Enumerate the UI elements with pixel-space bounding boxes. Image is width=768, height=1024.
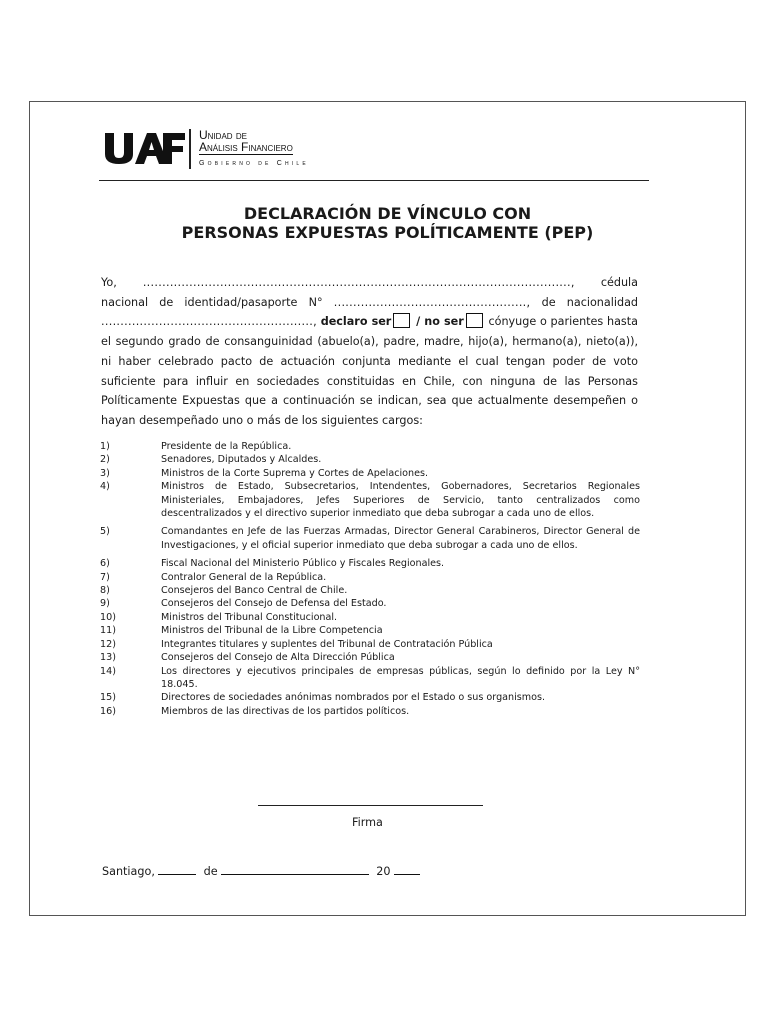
list-item (100, 705, 640, 718)
list-num: 3) (100, 467, 110, 479)
list-num: 1) (100, 441, 110, 452)
logo-separator (189, 129, 191, 169)
list-num: 14) (100, 665, 116, 677)
list-text: Ministros del Tribunal Constitucional. (161, 611, 338, 623)
list-num: 10) (100, 611, 116, 623)
document-page (29, 101, 746, 916)
logo-line2: Análisis Financiero (199, 140, 293, 154)
list-item (100, 611, 640, 624)
list-num: 15) (100, 692, 116, 704)
list-num: 12) (100, 638, 116, 650)
list-num: 4) (100, 481, 110, 493)
list-num: 9) (100, 598, 110, 610)
list-num: 13) (100, 652, 116, 664)
list-text: Ministros de Estado, Subsecretarios, Intendentes, Gobernadores, Secretarios Regionales Ministeriales, Embajadores, Jefes Superiores de Servicio, tanto centralizados como descentralizados y el directivo superior inmediato que deba subrogar a cada uno de ellos. (161, 481, 640, 520)
month-blank[interactable] (221, 864, 369, 875)
list-text: Ministros de la Corte Suprema y Cortes de Apelaciones. (161, 467, 429, 479)
list-num: 5) (100, 526, 110, 538)
name-blank[interactable]: ..............................................................................................................., (142, 276, 575, 289)
list-num: 2) (100, 454, 110, 466)
list-item (100, 691, 640, 704)
list-item (100, 597, 640, 610)
city-label: Santiago, (102, 865, 155, 878)
logo-text (199, 129, 309, 170)
list-text: Integrantes titulares y suplentes del Tribunal de Contratación Pública (161, 638, 493, 650)
no-ser-checkbox[interactable] (466, 313, 483, 328)
id-label: nacional de identidad/pasaporte N° (101, 295, 323, 309)
list-num: 11) (100, 625, 116, 637)
list-text: Los directores y ejecutivos principales de empresas públicas, según lo definido por la Ley N° 18.045. (161, 665, 640, 690)
list-item (100, 571, 640, 584)
list-item (100, 557, 640, 570)
list-num: 16) (100, 705, 116, 717)
document-title-line2: PERSONAS EXPUESTAS POLÍTICAMENTE (PEP) (181, 223, 594, 242)
declaration-rest: cónyuge o parientes hasta el segundo grado de consanguinidad (abuelo(a), padre, madre, hijo(a), hermano(a), nieto(a)), ni haber celebrado pacto de actuación conjunta mediante el cual tengan poder de voto suficiente para influir en sociedades constituidas en Chile, con ninguna de las Personas Políticamente Expuestas que a continuación se indican, sea que actualmente desempeñen o hayan desempeñado uno o más de los siguientes cargos: (101, 315, 639, 427)
nationality-blank[interactable]: ......................................................., (101, 315, 317, 329)
list-text: Miembros de las directivas de los partidos políticos. (161, 705, 410, 717)
signature-line[interactable] (258, 805, 483, 806)
year-blank[interactable] (394, 864, 420, 875)
list-text: Directores de sociedades anónimas nombrados por el Estado o sus organismos. (161, 692, 546, 704)
uaf-logo (103, 129, 343, 169)
header-rule (99, 180, 649, 181)
list-item (100, 638, 640, 651)
list-item (100, 467, 640, 480)
day-blank[interactable] (158, 864, 196, 875)
list-item (100, 453, 640, 466)
list-num: 8) (100, 585, 110, 597)
cedula-label: cédula (600, 276, 639, 289)
logo-line1: Unidad de (199, 128, 248, 142)
list-item (100, 665, 640, 692)
list-item (100, 480, 640, 520)
list-num: 6) (100, 558, 110, 570)
list-text: Contralor General de la República. (161, 571, 327, 583)
list-item (100, 525, 640, 552)
list-text: Senadores, Diputados y Alcaldes. (161, 454, 322, 466)
list-num: 7) (100, 571, 110, 583)
pep-list (100, 440, 640, 718)
list-text: Consejeros del Consejo de Alta Dirección Pública (161, 652, 395, 664)
list-text: Fiscal Nacional del Ministerio Público y Fiscales Regionales. (161, 558, 445, 570)
list-text: Ministros del Tribunal de la Libre Competencia (161, 625, 383, 637)
nationality-label: de nacionalidad (541, 295, 639, 309)
place-date-line (102, 864, 420, 878)
list-item (100, 584, 640, 597)
de-label: de (203, 865, 218, 878)
no-ser-label: / no ser (416, 315, 464, 329)
list-text: Consejeros del Banco Central de Chile. (161, 585, 348, 597)
list-text: Consejeros del Consejo de Defensa del Estado. (161, 598, 387, 610)
declaro-ser-label: declaro ser (320, 315, 392, 329)
year-prefix: 20 (376, 865, 391, 878)
list-text: Presidente de la República. (161, 441, 292, 452)
id-blank[interactable]: .................................................., (333, 295, 531, 309)
list-item (100, 440, 640, 453)
list-text: Comandantes en Jefe de las Fuerzas Armadas, Director General Carabineros, Director General de Investigaciones, y el oficial superior inmediato que deba subrogar a cada uno de ellos. (161, 526, 640, 551)
signature-label: Firma (352, 816, 383, 829)
list-item (100, 651, 640, 664)
yo-label: Yo, (101, 276, 117, 289)
document-title-line1: DECLARACIÓN DE VÍNCULO CON (243, 204, 532, 223)
declaro-ser-checkbox[interactable] (393, 313, 410, 328)
uaf-logo-icon (103, 131, 185, 165)
declaration-paragraph (101, 273, 638, 431)
logo-line3: Gobierno de Chile (199, 160, 309, 167)
list-item (100, 624, 640, 637)
